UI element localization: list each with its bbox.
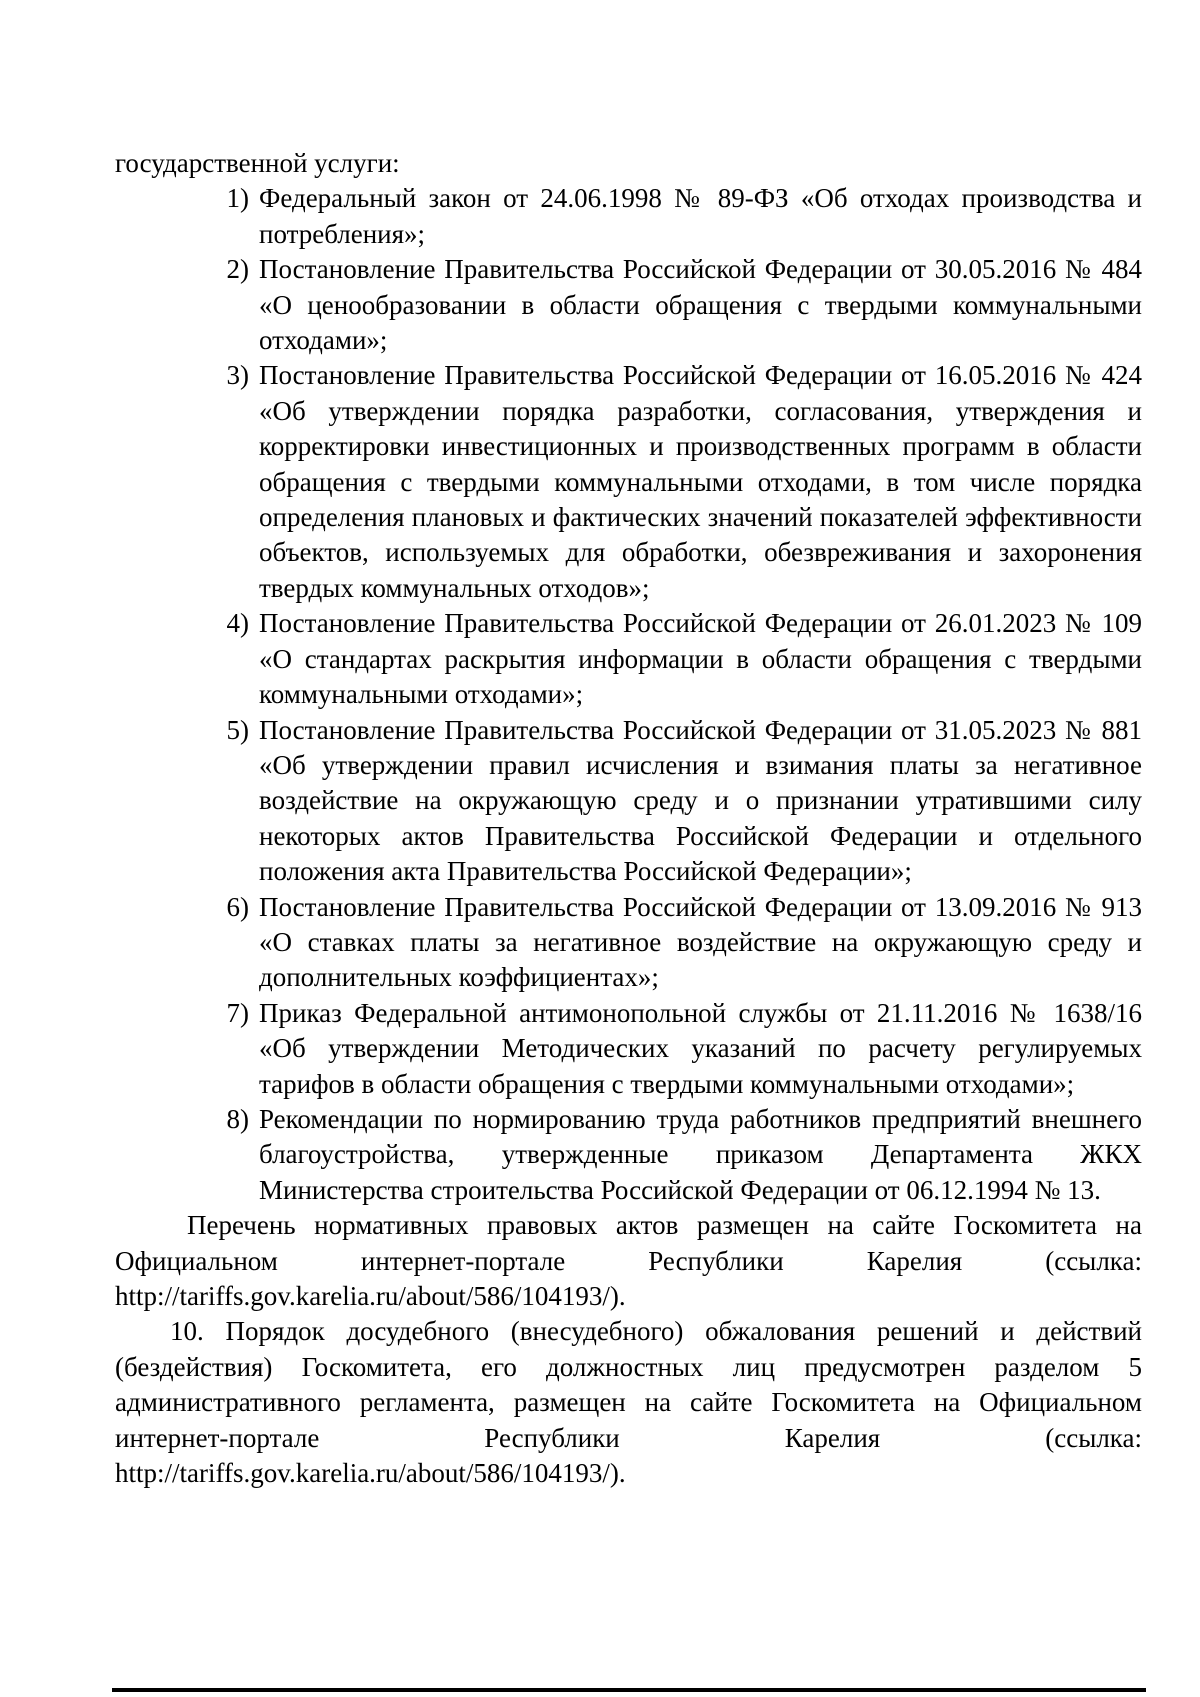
legal-act-item [115,181,1142,252]
legal-act-number: 3) [226,360,249,391]
page-bottom-rule [112,1688,1146,1692]
legal-act-text: Рекомендации по нормированию труда работников предприятий внешнего благоустройства, утвержденные приказом Департамента ЖКХ Министерства строительства Российской Федерации от 06.12.1994 № 13. [259,1103,1142,1205]
legal-act-item [115,890,1142,996]
legal-act-text: Постановление Правительства Российской Федерации от 30.05.2016 № 484 «О ценообразовании в области обращения с твердыми коммунальными отходами»; [259,254,1142,356]
section-10-paragraph: 10. Порядок досудебного (внесудебного) обжалования решений и действий (бездействия) Госкомитета, его должностных лиц предусмотрен разделом 5 административного регламента, размещен на сайте Госкомитета на Официальном интернет-портале Республики Карелия (ссылка: http://tariffs.gov.karelia.ru/about/586/104193/). [115,1316,1142,1489]
legal-act-item [115,996,1142,1102]
legal-act-item [115,252,1142,358]
legal-act-text: Постановление Правительства Российской Федерации от 16.05.2016 № 424 «Об утверждении порядка разработки, согласования, утверждения и корректировки инвестиционных и производственных программ в области обращения с твердыми коммунальными отходами, в том числе порядка определения плановых и фактических значений показателей эффективности объектов, используемых для обработки, обезвреживания и захоронения твердых коммунальных отходов»; [259,360,1142,603]
document-page [115,146,1142,1491]
legal-act-item [115,358,1142,606]
legal-acts-list [115,181,1142,1208]
legal-act-item [115,713,1142,890]
legal-act-item [115,1102,1142,1208]
legal-act-number: 1) [226,183,249,214]
legal-act-text: Постановление Правительства Российской Федерации от 26.01.2023 № 109 «О стандартах раскрытия информации в области обращения с твердыми коммунальными отходами»; [259,608,1142,710]
legal-act-number: 5) [226,714,249,745]
acts-list-note: Перечень нормативных правовых актов размещен на сайте Госкомитета на Официальном интернет-портале Республики Карелия (ссылка: http://tariffs.gov.karelia.ru/about/586/104193/). [115,1210,1142,1311]
intro-line: государственной услуги: [115,148,400,178]
legal-act-text: Федеральный закон от 24.06.1998 № 89-ФЗ «Об отходах производства и потребления»; [259,183,1142,249]
legal-act-number: 2) [226,254,249,285]
legal-act-text: Приказ Федеральной антимонопольной службы от 21.11.2016 № 1638/16 «Об утверждении Методических указаний по расчету регулируемых тарифов в области обращения с твердыми коммунальными отходами»; [259,997,1142,1099]
legal-act-number: 8) [226,1103,249,1134]
legal-act-text: Постановление Правительства Российской Федерации от 13.09.2016 № 913 «О ставках платы за негативное воздействие на окружающую среду и дополнительных коэффициентах»; [259,891,1142,993]
legal-act-number: 4) [226,608,249,639]
legal-act-number: 7) [226,997,249,1028]
legal-act-item [115,606,1142,712]
legal-act-number: 6) [226,891,249,922]
legal-act-text: Постановление Правительства Российской Федерации от 31.05.2023 № 881 «Об утверждении правил исчисления и взимания платы за негативное воздействие на окружающую среду и о признании утратившими силу некоторых актов Правительства Российской Федерации и отдельного положения акта Правительства Российской Федерации»; [259,714,1142,887]
